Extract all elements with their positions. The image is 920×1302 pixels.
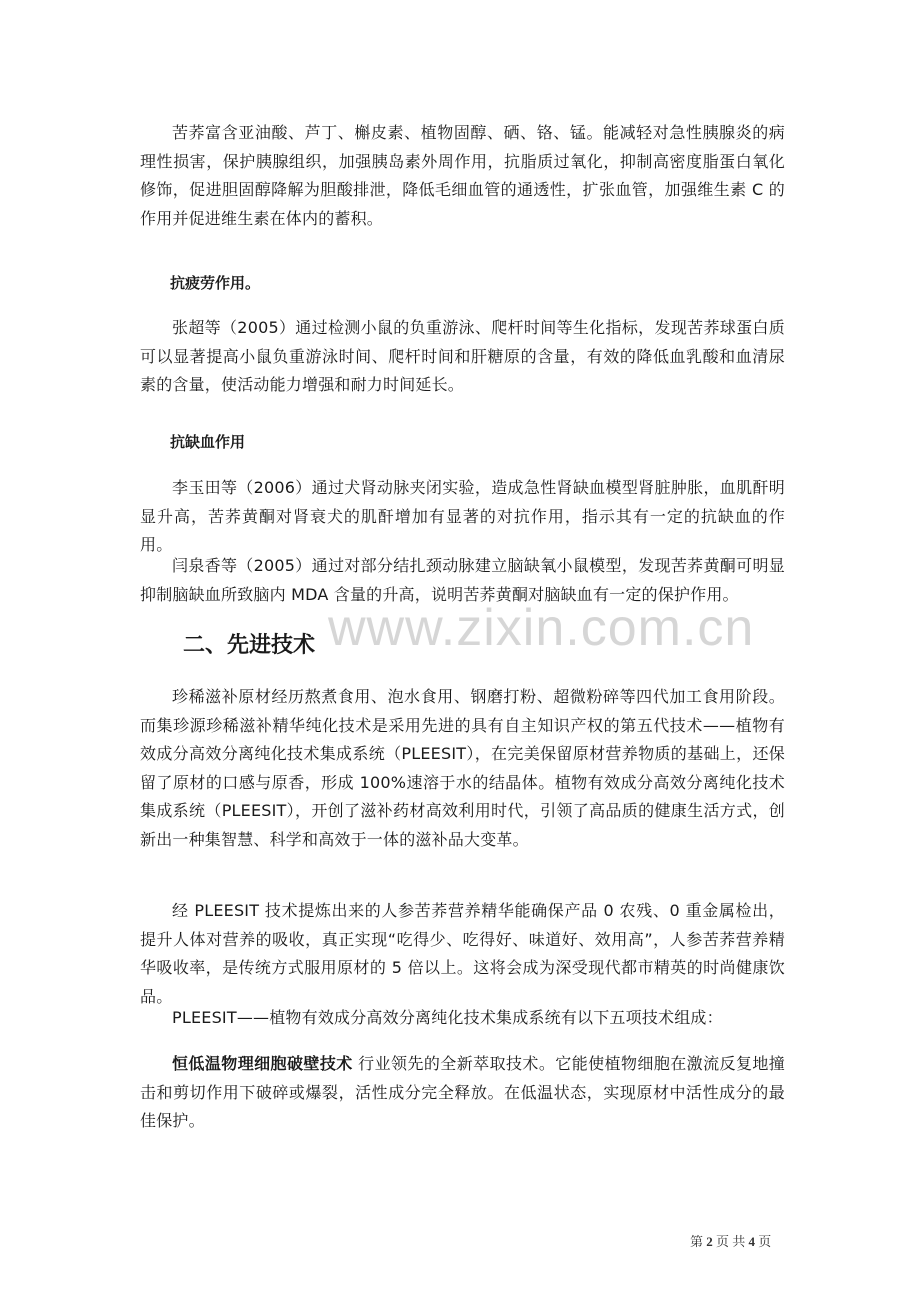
paragraph-cell-wall-breaking <box>140 1050 785 1136</box>
footer-prefix: 第 <box>690 1234 704 1249</box>
page-footer <box>690 1231 771 1250</box>
footer-suffix: 页 <box>758 1234 772 1249</box>
paragraph-processing-generations: 珍稀滋补原材经历熬煮食用、泡水食用、钢磨打粉、超微粉碎等四代加工食用阶段。而集珍源珍稀滋补精华纯化技术是采用先进的具有自主知识产权的第五代技术——植物有效成分高效分离纯化技术集成系统（PLEESIT），在完美保留原材营养物质的基础上，还保留了原材的口感与原香，形成 100%速溶于水的结晶体。植物有效成分高效分离纯化技术集成系统（PLEESIT），开创了滋补药材高效利用时代，引领了高品质的健康生活方式，创新出一种集智慧、科学和高效于一体的滋补品大变革。 <box>140 687 785 849</box>
paragraph-pleesit-components: PLEESIT——植物有效成分高效分离纯化技术集成系统有以下五项技术组成： <box>172 1008 723 1027</box>
watermark-text: www.zixin.com.cn <box>328 599 755 657</box>
heading-anti-ischemia: 抗缺血作用 <box>170 433 246 451</box>
heading-anti-fatigue: 抗疲劳作用。 <box>170 274 261 292</box>
paragraph-brain-ischemia: 闫泉香等（2005）通过对部分结扎颈动脉建立脑缺氧小鼠模型，发现苦荞黄酮可明显抑制脑缺血所致脑内 MDA 含量的升高，说明苦荞黄酮对脑缺血有一定的保护作用。 <box>140 556 785 604</box>
paragraph-bitter-buckwheat-nutrients: 苦荞富含亚油酸、芦丁、槲皮素、植物固醇、硒、铬、锰。能减轻对急性胰腺炎的病理性损害，保护胰腺组织，加强胰岛素外周作用，抗脂质过氧化，抑制高密度脂蛋白氧化修饰，促进胆固醇降解为胆酸排泄，降低毛细血管的通透性，扩张血管，加强维生素 C 的作用并促进维生素在体内的蓄积。 <box>140 123 785 228</box>
paragraph-pleesit-extract: 经 PLEESIT 技术提炼出来的人参苦荞营养精华能确保产品 0 农残、0 重金属检出，提升人体对营养的吸收，真正实现“吃得少、吃得好、味道好、效用高”，人参苦荞营养精华吸收率，是传统方式服用原材的 5 倍以上。这将会成为深受现代都市精英的时尚健康饮品。 <box>140 901 785 1006</box>
cell-wall-breaking-term: 恒低温物理细胞破壁技术 <box>172 1054 353 1073</box>
footer-mid: 页 共 <box>716 1234 746 1249</box>
footer-total-pages: 4 <box>748 1234 756 1249</box>
paragraph-renal-ischemia: 李玉田等（2006）通过犬肾动脉夹闭实验，造成急性肾缺血模型肾脏肿胀，血肌酐明显升高，苦荞黄酮对肾衰犬的肌酐增加有显著的对抗作用，指示其有一定的抗缺血的作用。 <box>140 478 785 554</box>
cell-wall-breaking-description: 行业领先的全新萃取技术。它能使植物细胞在激流反复地撞击和剪切作用下破碎或爆裂，活性成分完全释放。在低温状态，实现原材中活性成分的最佳保护。 <box>140 1054 785 1130</box>
footer-page-number: 2 <box>706 1234 713 1249</box>
paragraph-anti-fatigue: 张超等（2005）通过检测小鼠的负重游泳、爬杆时间等生化指标，发现苦荞球蛋白质可以显著提高小鼠负重游泳时间、爬杆时间和肝糖原的含量，有效的降低血乳酸和血清尿素的含量，使活动能力增强和耐力时间延长。 <box>140 318 785 394</box>
section-title-advanced-tech: 二、先进技术 <box>183 633 316 658</box>
